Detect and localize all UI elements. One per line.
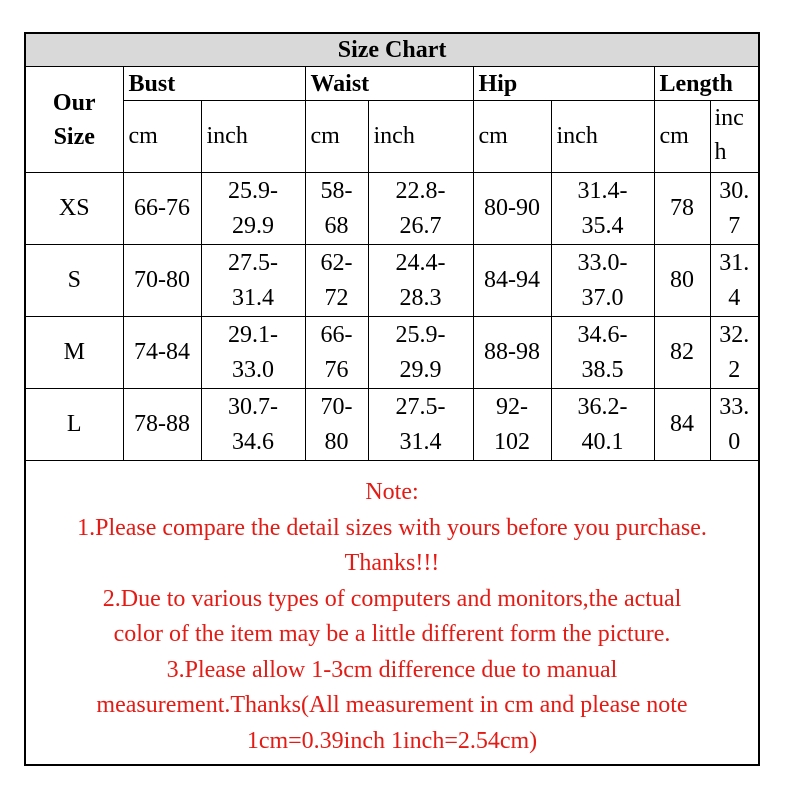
unit-row bbox=[26, 101, 758, 173]
hip-inch-value bbox=[551, 389, 654, 461]
bust-inch-value bbox=[201, 173, 305, 245]
our-size-header-line2: Size bbox=[53, 123, 95, 150]
bust-inch-value-line2: 31.4 bbox=[232, 284, 274, 311]
waist-cm-value-line2: 68 bbox=[324, 212, 349, 239]
table-row bbox=[26, 245, 758, 317]
bust-cm-value: 66-76 bbox=[123, 173, 201, 245]
waist-cm-value-line1: 70- bbox=[320, 393, 353, 420]
note-section bbox=[26, 460, 758, 764]
size-label: XS bbox=[26, 173, 123, 245]
our-size-header bbox=[26, 67, 123, 173]
length-cm-value: 78 bbox=[654, 173, 710, 245]
size-label: L bbox=[26, 389, 123, 461]
size-label: M bbox=[26, 317, 123, 389]
hip-inch-value-line2: 35.4 bbox=[581, 212, 624, 239]
length-inch-unit-line1: inc bbox=[714, 105, 744, 131]
bust-inch-value-line2: 34.6 bbox=[232, 428, 274, 455]
waist-header: Waist bbox=[305, 67, 473, 101]
length-inch-value-line1: 30. bbox=[719, 177, 750, 204]
note-line: Thanks!!! bbox=[344, 550, 440, 576]
waist-cm-value bbox=[305, 245, 368, 317]
hip-cm-value: 88-98 bbox=[473, 317, 551, 389]
length-cm-unit: cm bbox=[654, 101, 710, 173]
waist-inch-value-line2: 28.3 bbox=[399, 284, 442, 311]
length-inch-value bbox=[710, 317, 758, 389]
waist-cm-value-line2: 72 bbox=[324, 284, 349, 311]
note-line: 3.Please allow 1-3cm difference due to manual bbox=[166, 656, 618, 683]
size-chart-title: Size Chart bbox=[26, 34, 758, 67]
hip-inch-value-line2: 37.0 bbox=[581, 284, 624, 311]
waist-inch-value bbox=[368, 317, 473, 389]
length-inch-unit bbox=[710, 101, 758, 173]
waist-cm-value bbox=[305, 389, 368, 461]
waist-inch-value-line1: 25.9- bbox=[395, 321, 446, 348]
length-cm-value: 84 bbox=[654, 389, 710, 461]
waist-cm-value-line1: 62- bbox=[320, 249, 353, 276]
bust-inch-value-line1: 30.7- bbox=[228, 393, 278, 420]
length-cm-value: 80 bbox=[654, 245, 710, 317]
bust-inch-value-line1: 29.1- bbox=[228, 321, 278, 348]
length-inch-value-line1: 33. bbox=[719, 393, 750, 420]
bust-inch-value-line2: 33.0 bbox=[232, 356, 274, 383]
hip-inch-value bbox=[551, 173, 654, 245]
hip-cm-value-line2: 102 bbox=[494, 428, 530, 455]
note-line: measurement.Thanks(All measurement in cm and please note bbox=[96, 692, 688, 718]
length-inch-unit-line2: h bbox=[714, 139, 727, 165]
length-inch-value bbox=[710, 389, 758, 461]
waist-cm-value bbox=[305, 173, 368, 245]
length-inch-value-line2: 4 bbox=[728, 284, 741, 311]
hip-inch-value bbox=[551, 317, 654, 389]
length-cm-value: 82 bbox=[654, 317, 710, 389]
waist-inch-value-line1: 24.4- bbox=[395, 249, 446, 276]
hip-cm-value: 80-90 bbox=[473, 173, 551, 245]
hip-inch-value-line2: 38.5 bbox=[581, 356, 624, 383]
waist-cm-unit: cm bbox=[305, 101, 368, 173]
length-inch-value bbox=[710, 173, 758, 245]
bust-cm-value: 78-88 bbox=[123, 389, 201, 461]
waist-inch-value bbox=[368, 173, 473, 245]
note-line: color of the item may be a little different form the picture. bbox=[113, 621, 671, 647]
length-inch-value-line1: 32. bbox=[719, 321, 750, 348]
waist-inch-unit: inch bbox=[368, 101, 473, 173]
table-row bbox=[26, 317, 758, 389]
waist-inch-value-line1: 27.5- bbox=[395, 393, 446, 420]
hip-inch-value-line1: 36.2- bbox=[577, 393, 628, 420]
hip-inch-value-line1: 33.0- bbox=[577, 249, 628, 276]
note-line: 1.Please compare the detail sizes with yours before you purchase. bbox=[77, 514, 707, 541]
table-row bbox=[26, 389, 758, 461]
hip-cm-unit: cm bbox=[473, 101, 551, 173]
hip-inch-unit: inch bbox=[551, 101, 654, 173]
bust-cm-value: 74-84 bbox=[123, 317, 201, 389]
hip-cm-value-line1: 92- bbox=[496, 393, 528, 420]
title-row bbox=[26, 34, 758, 67]
waist-inch-value-line2: 31.4 bbox=[399, 428, 442, 455]
length-inch-value-line2: 7 bbox=[728, 212, 741, 239]
measurement-group-row bbox=[26, 67, 758, 101]
bust-inch-unit: inch bbox=[201, 101, 305, 173]
size-label: S bbox=[26, 245, 123, 317]
bust-inch-value-line1: 25.9- bbox=[228, 177, 278, 204]
waist-cm-value-line2: 76 bbox=[324, 356, 349, 383]
length-inch-value-line2: 2 bbox=[728, 356, 741, 383]
our-size-header-line1: Our bbox=[52, 89, 96, 116]
bust-inch-value-line1: 27.5- bbox=[228, 249, 278, 276]
bust-cm-value: 70-80 bbox=[123, 245, 201, 317]
bust-inch-value bbox=[201, 245, 305, 317]
note-line: 1cm=0.39inch 1inch=2.54cm) bbox=[246, 727, 538, 754]
hip-inch-value-line2: 40.1 bbox=[581, 428, 624, 455]
waist-inch-value bbox=[368, 245, 473, 317]
waist-cm-value-line2: 80 bbox=[324, 428, 349, 455]
waist-inch-value bbox=[368, 389, 473, 461]
waist-inch-value-line2: 26.7 bbox=[399, 212, 442, 239]
length-inch-value-line1: 31. bbox=[719, 249, 750, 276]
waist-cm-value-line1: 58- bbox=[320, 177, 353, 204]
length-inch-value bbox=[710, 245, 758, 317]
hip-inch-value-line1: 31.4- bbox=[577, 177, 628, 204]
hip-inch-value-line1: 34.6- bbox=[577, 321, 628, 348]
hip-inch-value bbox=[551, 245, 654, 317]
bust-inch-value bbox=[201, 317, 305, 389]
length-header: Length bbox=[654, 67, 758, 101]
hip-cm-value: 84-94 bbox=[473, 245, 551, 317]
note-line: 2.Due to various types of computers and monitors,the actual bbox=[102, 585, 682, 612]
table-row bbox=[26, 173, 758, 245]
bust-inch-value bbox=[201, 389, 305, 461]
length-inch-value-line2: 0 bbox=[728, 428, 741, 455]
size-chart bbox=[24, 32, 760, 766]
bust-inch-value-line2: 29.9 bbox=[232, 212, 274, 239]
hip-header: Hip bbox=[473, 67, 654, 101]
note-heading: Note: bbox=[365, 479, 419, 505]
waist-inch-value-line1: 22.8- bbox=[395, 177, 446, 204]
size-table bbox=[26, 34, 758, 461]
waist-inch-value-line2: 29.9 bbox=[399, 356, 442, 383]
bust-cm-unit: cm bbox=[123, 101, 201, 173]
bust-header: Bust bbox=[123, 67, 305, 101]
waist-cm-value bbox=[305, 317, 368, 389]
waist-cm-value-line1: 66- bbox=[320, 321, 353, 348]
hip-cm-value bbox=[473, 389, 551, 461]
